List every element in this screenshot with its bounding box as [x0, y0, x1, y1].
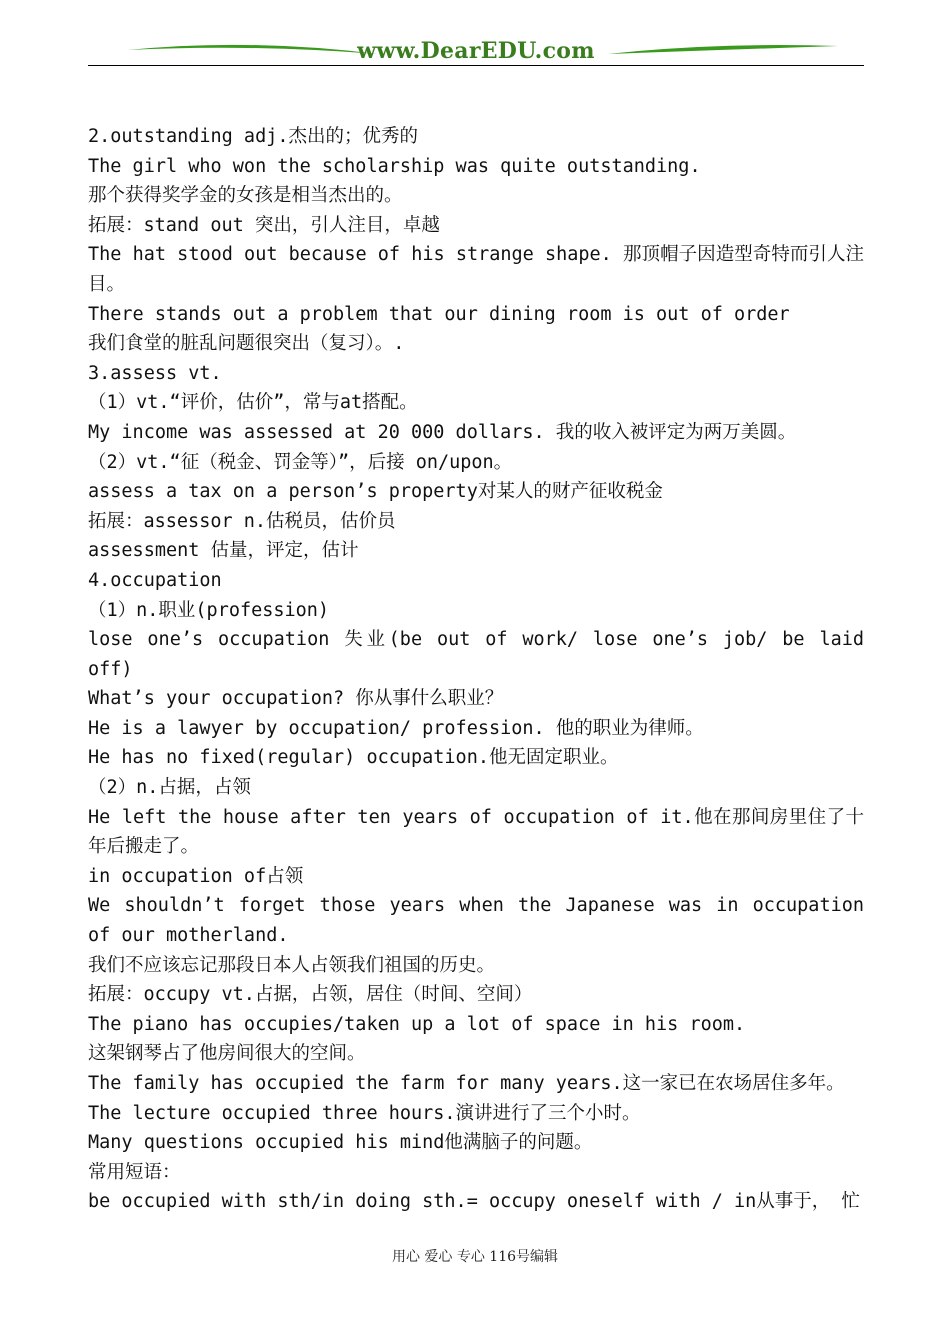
text-line: He left the house after ten years of occupation of it.他在那间房里住了十年后搬走了。	[88, 806, 864, 858]
text-line: assess a tax on a person’s property对某人的财产征收税金	[88, 481, 663, 503]
text-line: We shouldn’t forget those years when the Japanese was in occupation of our motherland.	[88, 895, 876, 947]
text-line: Many questions occupied his mind他满脑子的问题。	[88, 1132, 593, 1154]
text-line: 3.assess vt.	[88, 362, 222, 384]
text-line: The family has occupied the farm for many years.这一家已在农场居住多年。	[88, 1073, 845, 1094]
text-line: 4.occupation	[88, 569, 222, 591]
text-line: What’s your occupation? 你从事什么职业？	[88, 688, 504, 710]
text-line: （1）vt.“评价，估价”，常与at搭配。	[88, 392, 418, 414]
text-line: 拓展：occupy vt.占据，占领，居住（时间、空间）	[88, 984, 533, 1006]
page-footer: 用心 爱心 专心 116号编辑	[391, 1249, 559, 1265]
site-logo: www.DearEDU.com	[357, 38, 595, 64]
text-line: 拓展：assessor n.估税员，估价员	[88, 510, 396, 532]
text-line: 拓展：stand out 突出，引人注目，卓越	[88, 214, 440, 236]
text-line: assessment 估量，评定，估计	[88, 540, 359, 562]
text-line: The hat stood out because of his strange shape. 那顶帽子因造型奇特而引人注目。	[88, 244, 864, 295]
text-line: 2.outstanding adj.杰出的；优秀的	[88, 126, 418, 147]
document-body	[88, 122, 876, 1217]
text-line: The lecture occupied three hours.演讲进行了三个小时。	[88, 1102, 641, 1124]
text-line: （2）vt.“征（税金、罚金等）”，后接 on/upon。	[88, 451, 513, 473]
header-divider	[88, 65, 864, 66]
text-line: He is a lawyer by occupation/ profession. 他的职业为律师。	[88, 717, 704, 739]
text-line: 我们不应该忘记那段日本人占领我们祖国的历史。	[88, 954, 496, 976]
text-line: 常用短语：	[88, 1161, 181, 1183]
text-line: My income was assessed at 20 000 dollars. 我的收入被评定为两万美圆。	[88, 421, 797, 443]
text-line: （2）n.占据，占领	[88, 777, 251, 799]
text-line: lose one’s occupation 失业(be out of work/ lose one’s job/ be laid off)	[88, 629, 876, 680]
text-line: be occupied with sth/in doing sth.= occupy oneself with / in从事于， 忙	[88, 1191, 860, 1213]
text-line: He has no fixed(regular) occupation.他无固定职业。	[88, 747, 619, 769]
text-line: （1）n.职业(profession)	[88, 599, 330, 621]
text-line: in occupation of占领	[88, 865, 304, 887]
page-header	[88, 30, 864, 74]
text-line: 这架钢琴占了他房间很大的空间。	[88, 1043, 366, 1065]
text-line: The girl who won the scholarship was quite outstanding.	[88, 155, 701, 177]
text-line: The piano has occupies/taken up a lot of space in his room.	[88, 1013, 746, 1035]
text-line: There stands out a problem that our dining room is out of order	[88, 303, 790, 325]
text-line: 我们食堂的脏乱问题很突出（复习）。.	[88, 333, 405, 355]
text-line: 那个获得奖学金的女孩是相当杰出的。	[88, 185, 403, 207]
